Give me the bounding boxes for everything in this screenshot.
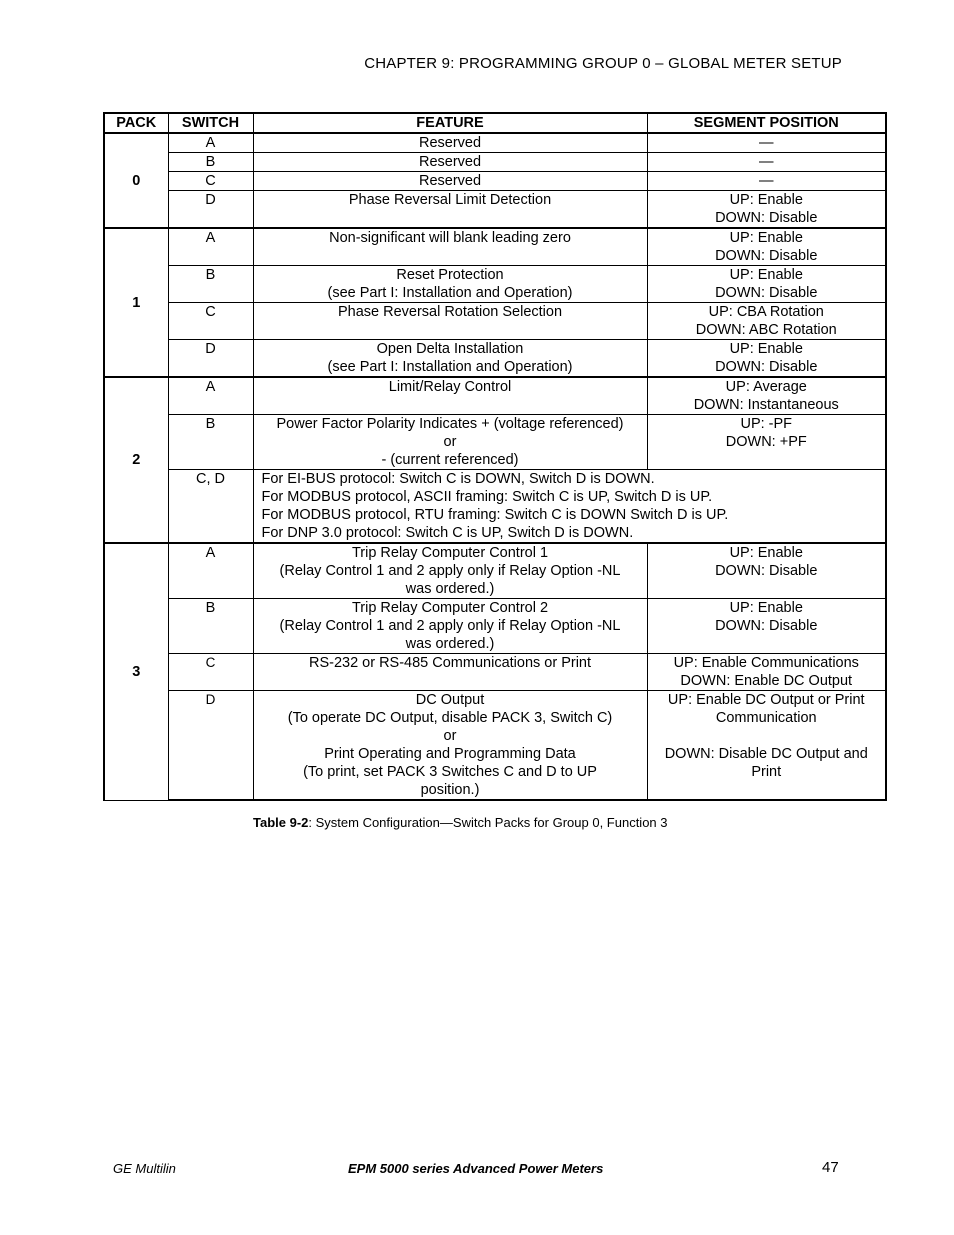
feature-cell — [253, 303, 647, 340]
cell-line: UP: Average — [725, 379, 807, 395]
cell-line: For DNP 3.0 protocol: Switch C is UP, Switch D is DOWN. — [261, 525, 634, 541]
table-row — [104, 228, 886, 266]
cell-line: Reserved — [418, 135, 482, 151]
cell-line: DOWN: Enable DC Output — [680, 673, 853, 689]
table-row — [104, 133, 886, 153]
cell-line: DOWN: Disable — [715, 618, 818, 634]
feature-cell — [253, 543, 647, 599]
cell-line: DOWN: Disable — [715, 210, 818, 226]
cell-line: Phase Reversal Rotation Selection — [337, 304, 563, 320]
cell-line: UP: Enable — [729, 600, 803, 616]
cell-line: UP: Enable — [729, 267, 803, 283]
feature-cell — [253, 654, 647, 691]
cell-line: DOWN: Disable — [715, 285, 818, 301]
table-row — [104, 599, 886, 654]
switch-pack-table — [103, 112, 887, 801]
switch-cell: A — [168, 377, 253, 415]
segment-position-cell — [647, 133, 886, 153]
chapter-header: CHAPTER 9: PROGRAMMING GROUP 0 – GLOBAL METER SETUP — [364, 55, 842, 72]
feature-cell — [253, 599, 647, 654]
footer-company: GE Multilin — [113, 1161, 176, 1176]
cell-line: UP: Enable Communications — [673, 655, 859, 671]
cell-line: Open Delta Installation — [376, 341, 524, 357]
table-caption — [253, 815, 668, 830]
pack-number-cell: 2 — [104, 377, 168, 543]
cell-line: DOWN: Instantaneous — [693, 397, 839, 413]
cell-line: UP: Enable — [729, 192, 803, 208]
cell-line: Limit/Relay Control — [388, 379, 512, 395]
segment-position-cell — [647, 191, 886, 229]
table-row — [104, 191, 886, 229]
feature-cell — [253, 691, 647, 801]
cell-line: Print — [751, 764, 782, 780]
table-body — [104, 133, 886, 800]
page-number: 47 — [822, 1159, 839, 1176]
segment-position-cell — [647, 172, 886, 191]
cell-line: DOWN: Disable DC Output and — [664, 746, 868, 762]
protocol-description-cell — [253, 470, 886, 544]
pack-number-cell: 0 — [104, 133, 168, 228]
cell-line: UP: Enable — [729, 230, 803, 246]
cell-line: was ordered.) — [405, 636, 495, 652]
table-row — [104, 543, 886, 599]
cell-line: — — [759, 173, 774, 189]
feature-cell — [253, 340, 647, 378]
segment-position-cell — [647, 303, 886, 340]
cell-line — [652, 727, 882, 745]
cell-line: DOWN: Disable — [715, 359, 818, 375]
cell-line: — — [759, 135, 774, 151]
segment-position-cell — [647, 153, 886, 172]
table-row — [104, 303, 886, 340]
cell-line: Print Operating and Programming Data — [324, 746, 576, 762]
column-header-feature: FEATURE — [253, 113, 647, 133]
feature-cell — [253, 133, 647, 153]
switch-cell: D — [168, 691, 253, 801]
cell-line: UP: -PF — [740, 416, 793, 432]
cell-line: Trip Relay Computer Control 1 — [351, 545, 549, 561]
cell-line: Phase Reversal Limit Detection — [348, 192, 552, 208]
cell-line: - (current referenced) — [381, 452, 519, 468]
cell-line: (see Part I: Installation and Operation) — [327, 359, 573, 375]
caption-label: Table 9-2 — [253, 815, 309, 830]
table-row — [104, 691, 886, 801]
feature-cell — [253, 266, 647, 303]
switch-cell: A — [168, 543, 253, 599]
caption-text: : System Configuration—Switch Packs for Group 0, Function 3 — [308, 815, 668, 830]
cell-line: RS-232 or RS-485 Communications or Print — [308, 655, 592, 671]
cell-line: UP: Enable — [729, 545, 803, 561]
cell-line: UP: Enable — [729, 341, 803, 357]
pack-number-cell: 1 — [104, 228, 168, 377]
cell-line: (Relay Control 1 and 2 apply only if Relay Option -NL — [279, 563, 621, 579]
cell-line: UP: Enable DC Output or Print — [667, 692, 865, 708]
cell-line: Communication — [715, 710, 817, 726]
column-header-switch: SWITCH — [168, 113, 253, 133]
cell-line: or — [443, 434, 457, 450]
cell-line: Reserved — [418, 154, 482, 170]
table-row — [104, 654, 886, 691]
segment-position-cell — [647, 691, 886, 801]
switch-cell: A — [168, 133, 253, 153]
feature-cell — [253, 228, 647, 266]
cell-line: was ordered.) — [405, 581, 495, 597]
segment-position-cell — [647, 654, 886, 691]
cell-line: position.) — [420, 782, 480, 798]
cell-line: Non-significant will blank leading zero — [329, 230, 571, 246]
switch-cell: C — [168, 654, 253, 691]
table-row — [104, 340, 886, 378]
switch-cell: C — [168, 303, 253, 340]
segment-position-cell — [647, 340, 886, 378]
table-row — [104, 415, 886, 470]
segment-position-cell — [647, 599, 886, 654]
table-row — [104, 377, 886, 415]
feature-cell — [253, 172, 647, 191]
feature-cell — [253, 191, 647, 229]
switch-cell: B — [168, 415, 253, 470]
cell-line: DOWN: ABC Rotation — [695, 322, 837, 338]
cell-line: For MODBUS protocol, RTU framing: Switch C is DOWN Switch D is UP. — [261, 507, 729, 523]
segment-position-cell — [647, 415, 886, 470]
cell-line: (Relay Control 1 and 2 apply only if Relay Option -NL — [279, 618, 621, 634]
cell-line: DOWN: Disable — [715, 248, 818, 264]
feature-cell — [253, 415, 647, 470]
cell-line: Trip Relay Computer Control 2 — [351, 600, 549, 616]
cell-line: (see Part I: Installation and Operation) — [327, 285, 573, 301]
table-header-row — [104, 113, 886, 133]
switch-cell: A — [168, 228, 253, 266]
cell-line: DC Output — [415, 692, 485, 708]
cell-line: For EI-BUS protocol: Switch C is DOWN, Switch D is DOWN. — [261, 471, 655, 487]
protocol-row — [104, 470, 886, 544]
cell-line: (To operate DC Output, disable PACK 3, Switch C) — [287, 710, 613, 726]
pack-number-cell: 3 — [104, 543, 168, 800]
segment-position-cell — [647, 377, 886, 415]
cell-line: Reset Protection — [396, 267, 504, 283]
footer-product: EPM 5000 series Advanced Power Meters — [348, 1161, 604, 1176]
column-header-segment-position: SEGMENT POSITION — [647, 113, 886, 133]
cell-line: — — [759, 154, 774, 170]
feature-cell — [253, 153, 647, 172]
table-row — [104, 172, 886, 191]
switch-cell: D — [168, 191, 253, 229]
switch-cell: D — [168, 340, 253, 378]
table-row — [104, 266, 886, 303]
cell-line: DOWN: Disable — [715, 563, 818, 579]
cell-line: Reserved — [418, 173, 482, 189]
switch-cell: C — [168, 172, 253, 191]
column-header-pack: PACK — [104, 113, 168, 133]
cell-line: (To print, set PACK 3 Switches C and D to UP — [303, 764, 597, 780]
segment-position-cell — [647, 228, 886, 266]
cell-line: Power Factor Polarity Indicates + (voltage referenced) — [276, 416, 624, 432]
switch-cell: B — [168, 266, 253, 303]
cell-line: or — [443, 728, 457, 744]
switch-cell: C, D — [168, 470, 253, 544]
table-row — [104, 153, 886, 172]
switch-cell: B — [168, 599, 253, 654]
cell-line: DOWN: +PF — [725, 434, 807, 450]
feature-cell — [253, 377, 647, 415]
segment-position-cell — [647, 543, 886, 599]
segment-position-cell — [647, 266, 886, 303]
switch-cell: B — [168, 153, 253, 172]
cell-line: For MODBUS protocol, ASCII framing: Switch C is UP, Switch D is UP. — [261, 489, 713, 505]
cell-line: UP: CBA Rotation — [708, 304, 824, 320]
